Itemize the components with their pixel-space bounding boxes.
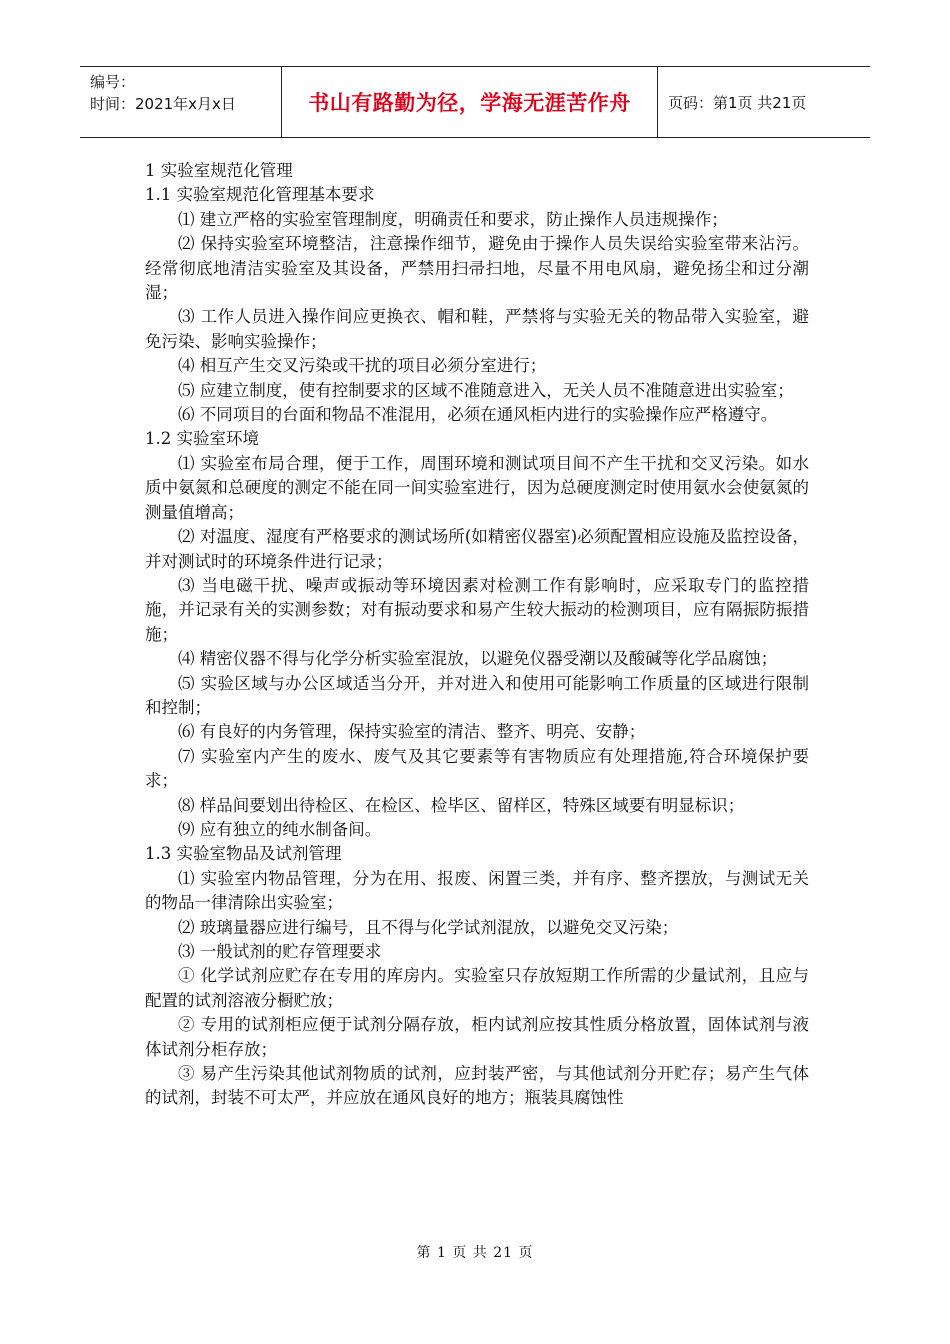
body-paragraph: ⑶ 一般试剂的贮存管理要求: [178, 942, 382, 961]
body-paragraph: ② 专用的试剂柜应便于试剂分隔存放，柜内试剂应按其性质分格放置，固体试剂与液体试剂分柜存放；: [145, 1015, 809, 1059]
body-paragraph: ⑶ 工作人员进入操作间应更换衣、帽和鞋，严禁将与实验无关的物品带入实验室，避免污染、影响实验操作；: [145, 307, 809, 351]
body-paragraph: ⑶ 当电磁干扰、噪声或振动等环境因素对检测工作有影响时，应采取专门的监控措施，并记录有关的实测参数；对有振动要求和易产生较大振动的检测项目，应有隔振防振措施；: [145, 575, 809, 644]
body-paragraph: ⑻ 样品间要划出待检区、在检区、检毕区、留样区，特殊区域要有明显标识；: [178, 795, 745, 815]
body-paragraph: ⑴ 实验室布局合理，便于工作，周围环境和测试项目间不产生干扰和交叉污染。如水质中氨氮和总硬度的测定不能在同一间实验室进行，因为总硬度测定时使用氨水会使氨氮的测量值增高；: [145, 453, 809, 522]
document-body: [145, 159, 809, 1111]
body-paragraph: ⑴ 实验室内物品管理，分为在用、报废、闲置三类，并有序、整齐摆放，与测试无关的物品一律清除出实验室；: [145, 868, 809, 913]
body-paragraph: ⑵ 保持实验室环境整洁，注意操作细节，避免由于操作人员失误给实验室带来沾污。经常彻底地清洁实验室及其设备，严禁用扫帚扫地，尽量不用电风扇，避免扬尘和过分潮湿；: [145, 234, 809, 303]
section-heading: 1.2 实验室环境: [145, 429, 259, 449]
header-meta-cell: [80, 67, 282, 137]
section-heading: 1 实验室规范化管理: [145, 161, 293, 180]
header-motto: 书山有路勤为径，学海无涯苦作舟: [282, 67, 658, 137]
document-date-label: 时间：2021年x月x日: [90, 95, 236, 113]
body-paragraph: ⑼ 应有独立的纯水制备间。: [178, 819, 382, 839]
body-paragraph: ⑹ 不同项目的台面和物品不准混用，必须在通风柜内进行的实验操作应严格遵守。: [178, 405, 778, 425]
body-paragraph: ⑵ 对温度、湿度有严格要求的测试场所(如精密仪器室)必须配置相应设施及监控设备，并对测试时的环境条件进行记录；: [145, 527, 809, 571]
body-paragraph: ⑷ 精密仪器不得与化学分析实验室混放，以避免仪器受潮以及酸碱等化学品腐蚀；: [178, 649, 778, 669]
document-number-label: 编号：: [90, 73, 136, 91]
body-paragraph: ⑸ 实验区域与办公区域适当分开，并对进入和使用可能影响工作质量的区域进行限制和控制；: [145, 673, 809, 717]
page-footer: 第 1 页 共 21 页: [416, 1245, 534, 1261]
header-page-info: 页码：第1页 共21页: [668, 93, 807, 112]
section-heading: 1.3 实验室物品及试剂管理: [145, 844, 342, 864]
section-heading: 1.1 实验室规范化管理基本要求: [145, 185, 375, 205]
body-paragraph: ⑵ 玻璃量器应进行编号，且不得与化学试剂混放，以避免交叉污染；: [178, 917, 679, 937]
body-paragraph: ⑸ 应建立制度，使有控制要求的区域不准随意进入，无关人员不准随意进出实验室；: [178, 380, 794, 400]
body-paragraph: ⑴ 建立严格的实验室管理制度，明确责任和要求，防止操作人员违规操作；: [178, 209, 728, 229]
body-paragraph: ① 化学试剂应贮存在专用的库房内。实验室只存放短期工作所需的少量试剂，且应与配置的试剂溶液分橱贮放；: [145, 966, 809, 1010]
header-table: [80, 66, 870, 138]
body-paragraph: ⑷ 相互产生交叉污染或干扰的项目必须分室进行；: [178, 356, 547, 376]
body-paragraph: ③ 易产生污染其他试剂物质的试剂，应封装严密，与其他试剂分开贮存；易产生气体的试剂，封装不可太严，并应放在通风良好的地方；瓶装具腐蚀性: [145, 1064, 809, 1108]
body-paragraph: ⑺ 实验室内产生的废水、废气及其它要素等有害物质应有处理措施,符合环境保护要求；: [145, 746, 809, 791]
body-paragraph: ⑹ 有良好的内务管理，保持实验室的清洁、整齐、明亮、安静；: [178, 722, 646, 742]
